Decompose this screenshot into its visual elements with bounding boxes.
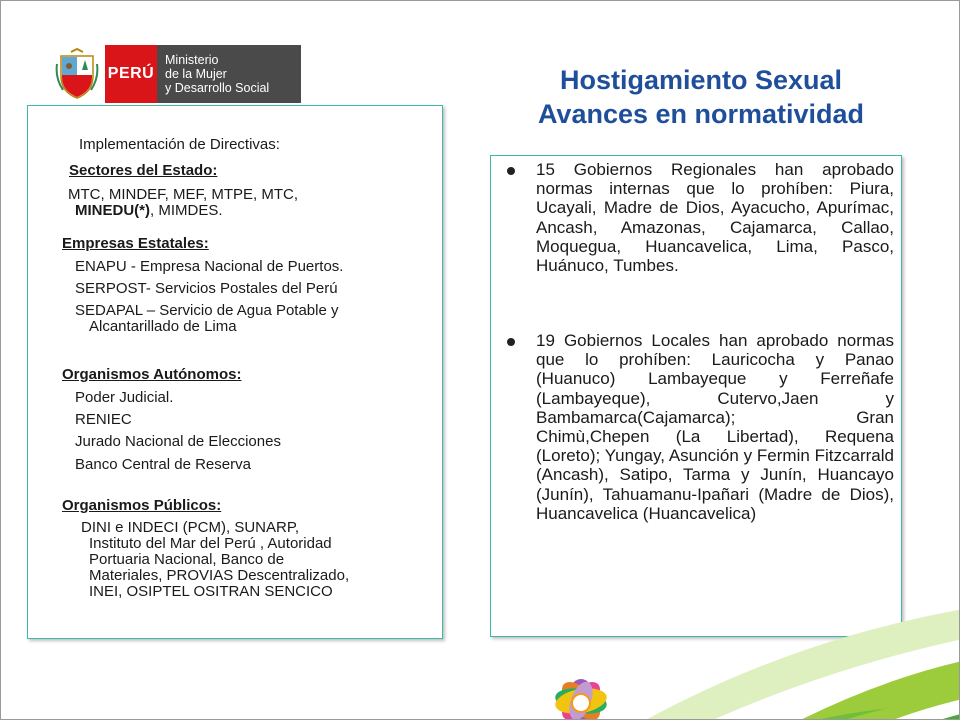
ministry-line-1: Ministerio	[165, 53, 219, 67]
title-line-2: Avances en normatividad	[537, 99, 865, 129]
publicos-heading: Organismos Públicos:	[62, 497, 222, 514]
sectores-line-2	[75, 203, 223, 219]
empresa-item: ENAPU - Empresa Nacional de Puertos.	[75, 258, 344, 275]
coat-of-arms-icon	[49, 45, 105, 103]
sectores-bold: MINEDU(*)	[75, 202, 150, 219]
local-governments-paragraph: 19 Gobiernos Locales han aprobado normas que lo prohíben: Lauricocha y Panao (Huanuco) Lambayeque y Ferreñafe (Lambayeque), Cutervo,Jaen y Bambamarca(Cajamarca); Gran Chimù,Chepen (La Libertad), Requena (Loreto); Yungay, Asunción y Fermin Fitzcarrald (Ancash), Satipo, Tarma y Junín, Huancayo (Junín), Tahuamanu-Ipañari (Madre de Dios), Huancavelica (Huancavelica)	[536, 331, 894, 523]
slide-title	[481, 63, 921, 131]
autonomo-item: Banco Central de Reserva	[75, 456, 251, 473]
ministry-logo	[49, 45, 301, 103]
publico-line: DINI e INDECI (PCM), SUNARP,	[81, 519, 300, 536]
bullet-icon	[507, 167, 515, 175]
publico-line: Portuaria Nacional, Banco de	[89, 551, 285, 568]
empresa-item: SEDAPAL – Servicio de Agua Potable y	[75, 302, 339, 319]
bullet-icon	[507, 338, 515, 346]
ministry-line-2: de la Mujer	[165, 67, 227, 81]
empresa-item-continued: Alcantarillado de Lima	[89, 318, 237, 335]
sectores-rest: , MIMDES.	[150, 202, 223, 219]
decorative-flower-icon	[501, 641, 661, 720]
sectores-line-1: MTC, MINDEF, MEF, MTPE, MTC,	[68, 186, 298, 203]
ministry-name	[157, 45, 301, 103]
country-label: PERÚ	[105, 45, 157, 103]
empresa-item: SERPOST- Servicios Postales del Perú	[75, 280, 338, 297]
autonomo-item: RENIEC	[75, 411, 132, 428]
autonomos-heading: Organismos Autónomos:	[62, 366, 242, 383]
autonomo-item: Poder Judicial.	[75, 389, 174, 406]
directivas-intro: Implementación de Directivas:	[79, 136, 280, 153]
ministry-line-3: y Desarrollo Social	[165, 81, 270, 95]
publico-line: Instituto del Mar del Perú , Autoridad	[89, 535, 332, 552]
empresas-heading: Empresas Estatales:	[62, 235, 209, 252]
publico-line: Materiales, PROVIAS Descentralizado,	[89, 567, 350, 584]
regional-governments-paragraph: 15 Gobiernos Regionales han aprobado normas internas que lo prohíben: Piura, Ucayali, Madre de Dios, Ayacucho, Apurímac, Ancash, Amazonas, Cajamarca, Callao, Moquegua, Huancavelica, Lima, Pasco, Huánuco, Tumbes.	[536, 160, 894, 276]
title-line-1: Hostigamiento Sexual	[559, 65, 843, 95]
autonomo-item: Jurado Nacional de Elecciones	[75, 433, 281, 450]
sectores-heading: Sectores del Estado:	[69, 162, 218, 179]
publico-line: INEI, OSIPTEL OSITRAN SENCICO	[89, 583, 333, 600]
